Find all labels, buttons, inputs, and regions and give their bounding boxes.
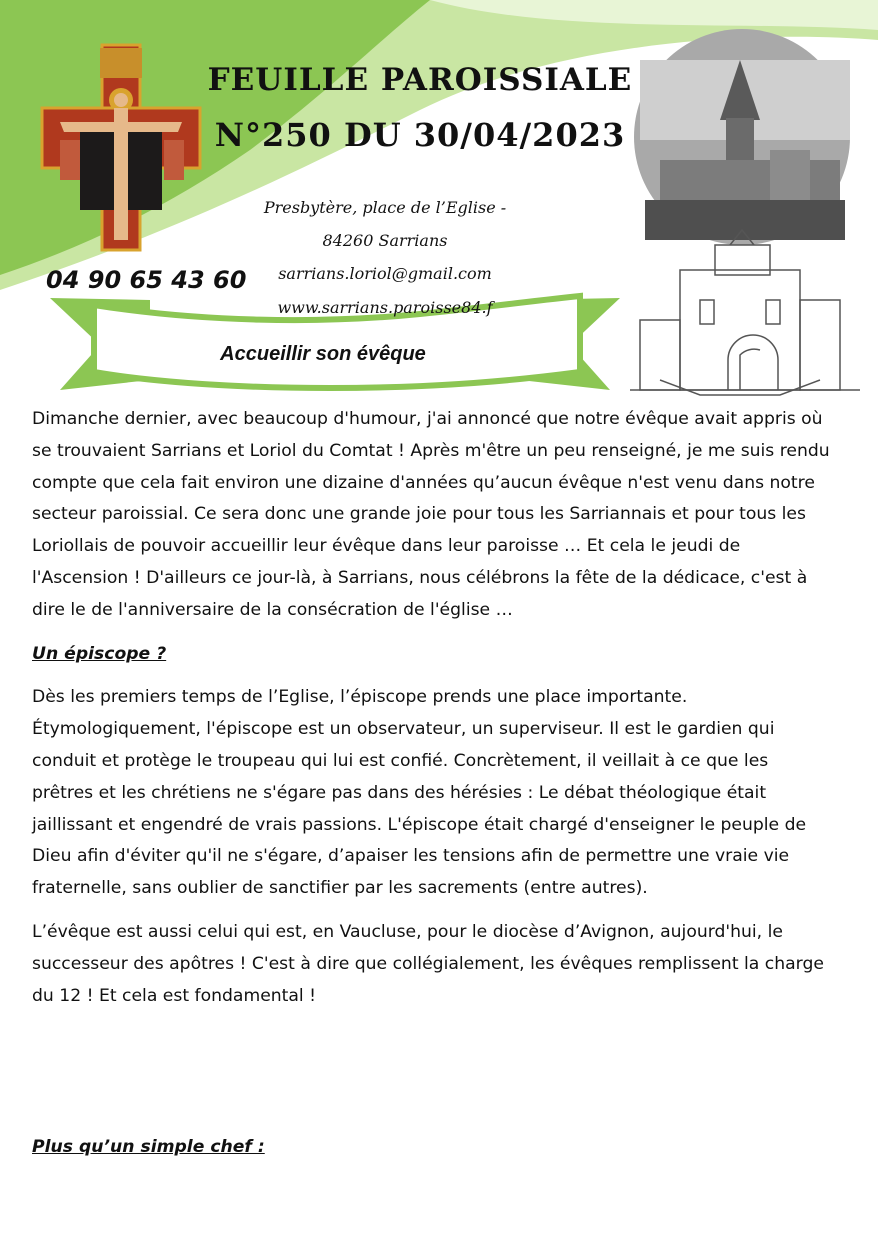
address-city: 84260 Sarrians — [322, 231, 448, 250]
issue-number-date: N°250 DU 30/04/2023 — [214, 116, 626, 154]
church-drawing — [630, 230, 860, 395]
episcope-paragraph-1: Dès les premiers temps de l’Eglise, l’épiscope prends une place importante. Étymologiquement, l'épiscope est un observateur, un superviseur. Il est le gardien qui conduit et protège le troupeau qui lui est confié. Concrètement, il veillait à ce que les prêtres et les chrétiens ne s'égare pas dans des hérésies : Le débat théologique était jaillissant et engendré de vrais passions. L'épiscope était chargé d'enseigner le peuple de Dieu afin d'éviter qu'il ne s'égare, d’apaiser les tensions afin de permettre une vraie vie fraternelle, sans oublier de sanctifier par les sacrements (entre autres). — [32, 687, 807, 899]
newsletter-title: FEUILLE PAROISSIALE — [207, 62, 633, 98]
article-body — [32, 404, 832, 1024]
intro-paragraph: Dimanche dernier, avec beaucoup d'humour, j'ai annoncé que notre évêque avait appris où se trouvaient Sarrians et Loriol du Comtat ! Après m'être un peu renseigné, je me suis rendu compte que cela fait environ une dizaine d'années qu’aucun évêque n'est venu dans notre secteur paroissial. Ce sera donc une grande joie pour tous les Sarriannais et pour tous les Loriollais de pouvoir accueillir leur évêque dans leur paroisse … Et cela le jeudi de l'Ascension ! D'ailleurs ce jour-là, à Sarrians, nous célébrons la fête de la dédicace, c'est à dire le de l'anniversaire de la consécration de l'église … — [32, 409, 830, 620]
phone-number: 04 90 65 43 60 — [46, 266, 247, 294]
email-link[interactable]: sarrians.loriol@gmail.com — [278, 264, 492, 283]
episcope-paragraph-2: L’évêque est aussi celui qui est, en Vaucluse, pour le diocèse d’Avignon, aujourd'hui, le successeur des apôtres ! C'est à dire que collégialement, les évêques remplissent la charge du 12 ! Et cela est fondamental ! — [32, 921, 824, 1006]
section-heading-chef: Plus qu’un simple chef : — [32, 1137, 265, 1157]
article-title: Accueillir son évêque — [220, 343, 426, 365]
church-photo — [634, 29, 850, 245]
address-street: Presbytère, place de l’Eglise - — [263, 198, 507, 217]
section-heading-episcope: Un épiscope ? — [32, 643, 167, 664]
website-link[interactable]: www.sarrians.paroisse84.f — [277, 298, 493, 317]
